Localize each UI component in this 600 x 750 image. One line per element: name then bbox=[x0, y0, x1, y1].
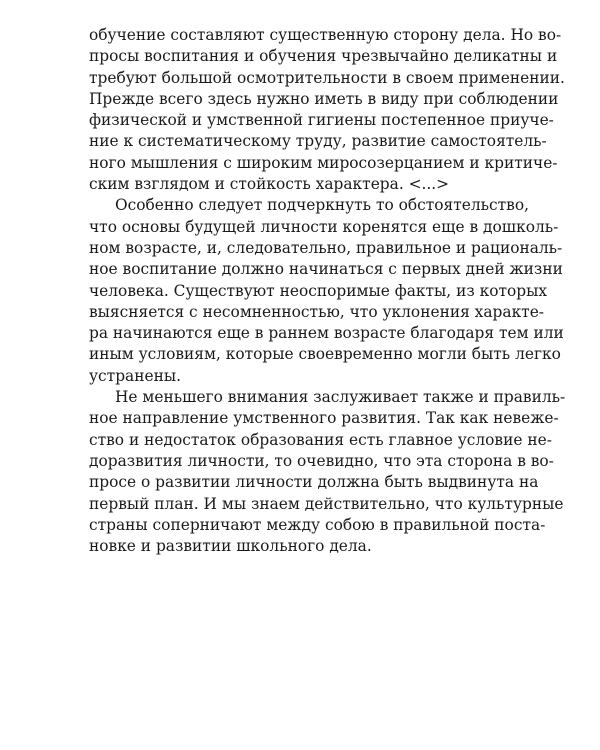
text-line: ном возрасте, и, следовательно, правильное и рациональ- bbox=[89, 238, 563, 257]
paragraph-3 bbox=[89, 387, 566, 557]
text-line: устранены. bbox=[89, 366, 181, 385]
text-line: что основы будущей личности коренятся еще в дошколь- bbox=[89, 217, 559, 236]
text-line: ра начинаются еще в раннем возрасте благодаря тем или bbox=[89, 324, 564, 343]
text-line: страны соперничают между собою в правильной поста- bbox=[89, 515, 546, 534]
text-line: физической и умственной гигиены постепенное приуче- bbox=[89, 111, 554, 130]
text-line: просе о развитии личности должна быть выдвинута на bbox=[89, 473, 539, 492]
text-line: ским взглядом и стойкость характера. <...> bbox=[89, 175, 450, 194]
text-line: просы воспитания и обучения чрезвычайно деликатны и bbox=[89, 47, 558, 66]
text-line: обучение составляют существенную сторону дела. Но во- bbox=[89, 26, 562, 44]
text-line: требуют большой осмотрительности в своем применении. bbox=[89, 68, 565, 87]
text-line: ное воспитание должно начинаться с первых дней жизни bbox=[89, 260, 563, 279]
text-line: ство и недостаток образования есть главное условие не- bbox=[89, 430, 552, 449]
paragraph-2 bbox=[89, 195, 564, 387]
text-line: Прежде всего здесь нужно иметь в виду при соблюдении bbox=[89, 89, 559, 108]
text-line: человека. Существуют неоспоримые факты, из которых bbox=[89, 281, 548, 300]
text-line: новке и развитии школьного дела. bbox=[89, 537, 372, 556]
text-line: первый план. И мы знаем действительно, что культурные bbox=[89, 494, 564, 513]
paragraph-1 bbox=[89, 25, 565, 195]
body-text bbox=[89, 25, 566, 557]
text-line: доразвития личности, то очевидно, что эта сторона в во- bbox=[89, 451, 554, 470]
text-line: ние к систематическому труду, развитие самостоятель- bbox=[89, 132, 547, 151]
text-line: Не меньшего внимания заслуживает также и правиль- bbox=[115, 388, 566, 407]
text-line: выясняется с несомненностью, что уклонения характе- bbox=[89, 302, 545, 321]
text-line: ное направление умственного развития. Так как невеже- bbox=[89, 409, 559, 428]
text-line: ного мышления с широким миросозерцанием и критиче- bbox=[89, 153, 558, 172]
text-line: иным условиям, которые своевременно могли быть легко bbox=[89, 345, 561, 364]
text-line: Особенно следует подчеркнуть то обстоятельство, bbox=[115, 196, 530, 215]
